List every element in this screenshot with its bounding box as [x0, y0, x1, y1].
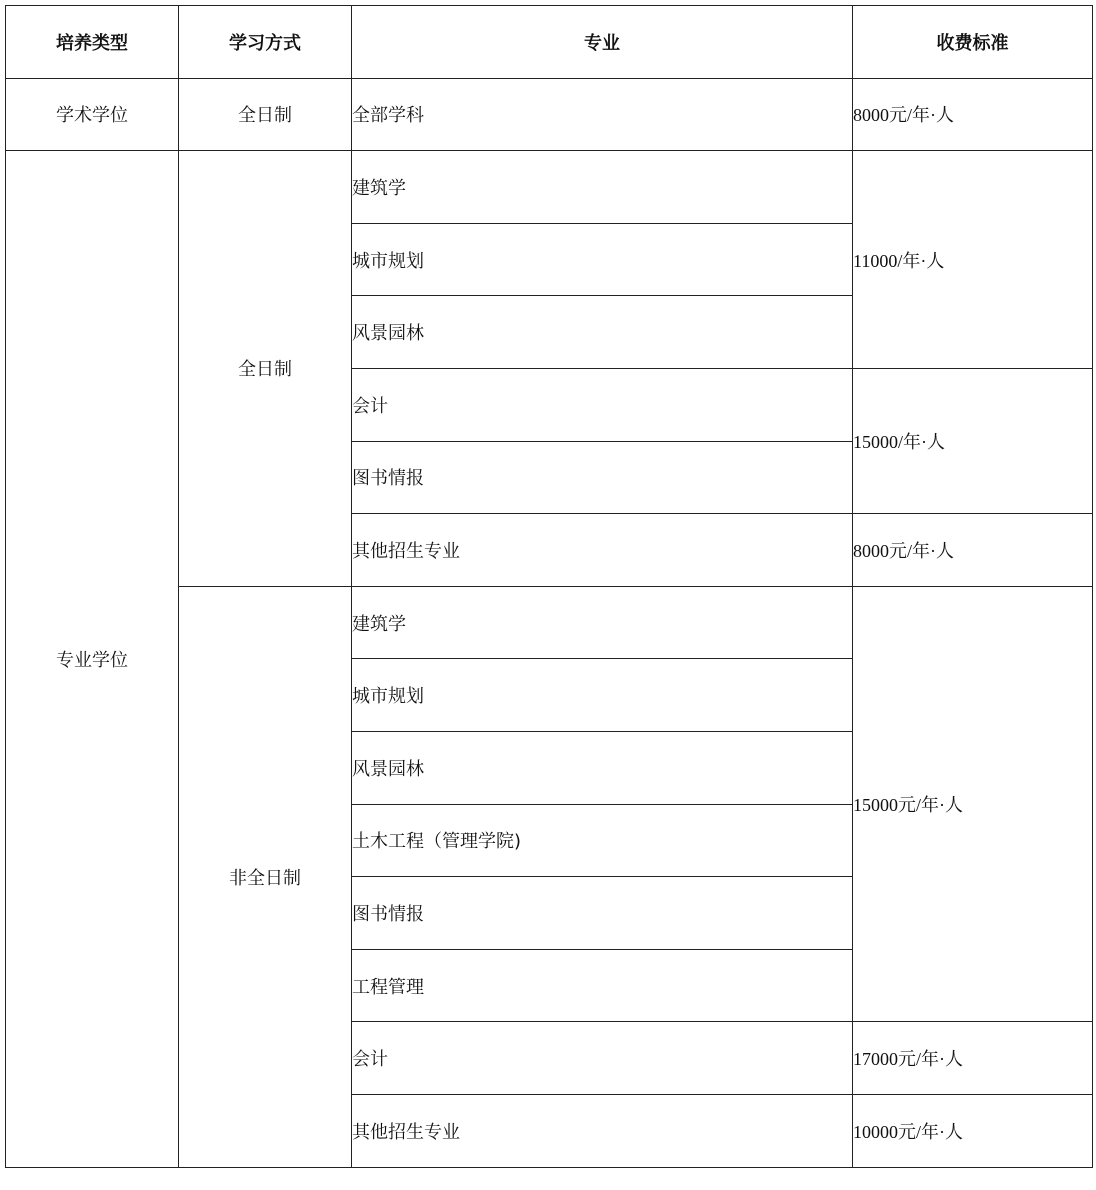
fee-cell: 15000/年·人 [853, 368, 1093, 513]
header-fee: 收费标准 [853, 6, 1093, 79]
fee-cell: 10000元/年·人 [853, 1094, 1093, 1167]
header-training-type: 培养类型 [6, 6, 179, 79]
header-row [6, 6, 1093, 79]
fee-standard-table [5, 5, 1093, 1168]
major-cell: 风景园林 [352, 296, 853, 369]
study-mode-cell: 全日制 [179, 78, 352, 151]
major-cell: 城市规划 [352, 659, 853, 732]
major-cell: 全部学科 [352, 78, 853, 151]
training-type-cell: 学术学位 [6, 78, 179, 151]
major-cell: 建筑学 [352, 151, 853, 224]
fee-cell: 15000元/年·人 [853, 586, 1093, 1022]
major-cell: 城市规划 [352, 223, 853, 296]
fee-cell: 17000元/年·人 [853, 1022, 1093, 1095]
major-cell: 风景园林 [352, 731, 853, 804]
table-row [6, 78, 1093, 151]
major-cell: 图书情报 [352, 441, 853, 514]
major-cell: 图书情报 [352, 877, 853, 950]
major-cell: 会计 [352, 1022, 853, 1095]
fee-cell: 8000元/年·人 [853, 78, 1093, 151]
training-type-cell: 专业学位 [6, 151, 179, 1167]
major-cell: 其他招生专业 [352, 1094, 853, 1167]
major-cell: 工程管理 [352, 949, 853, 1022]
fee-cell: 11000/年·人 [853, 151, 1093, 369]
major-cell: 建筑学 [352, 586, 853, 659]
table-row [6, 151, 1093, 224]
major-cell: 土木工程（管理学院) [352, 804, 853, 877]
study-mode-cell: 非全日制 [179, 586, 352, 1167]
major-cell: 其他招生专业 [352, 514, 853, 587]
major-cell: 会计 [352, 368, 853, 441]
header-study-mode: 学习方式 [179, 6, 352, 79]
fee-cell: 8000元/年·人 [853, 514, 1093, 587]
header-major: 专业 [352, 6, 853, 79]
study-mode-cell: 全日制 [179, 151, 352, 587]
